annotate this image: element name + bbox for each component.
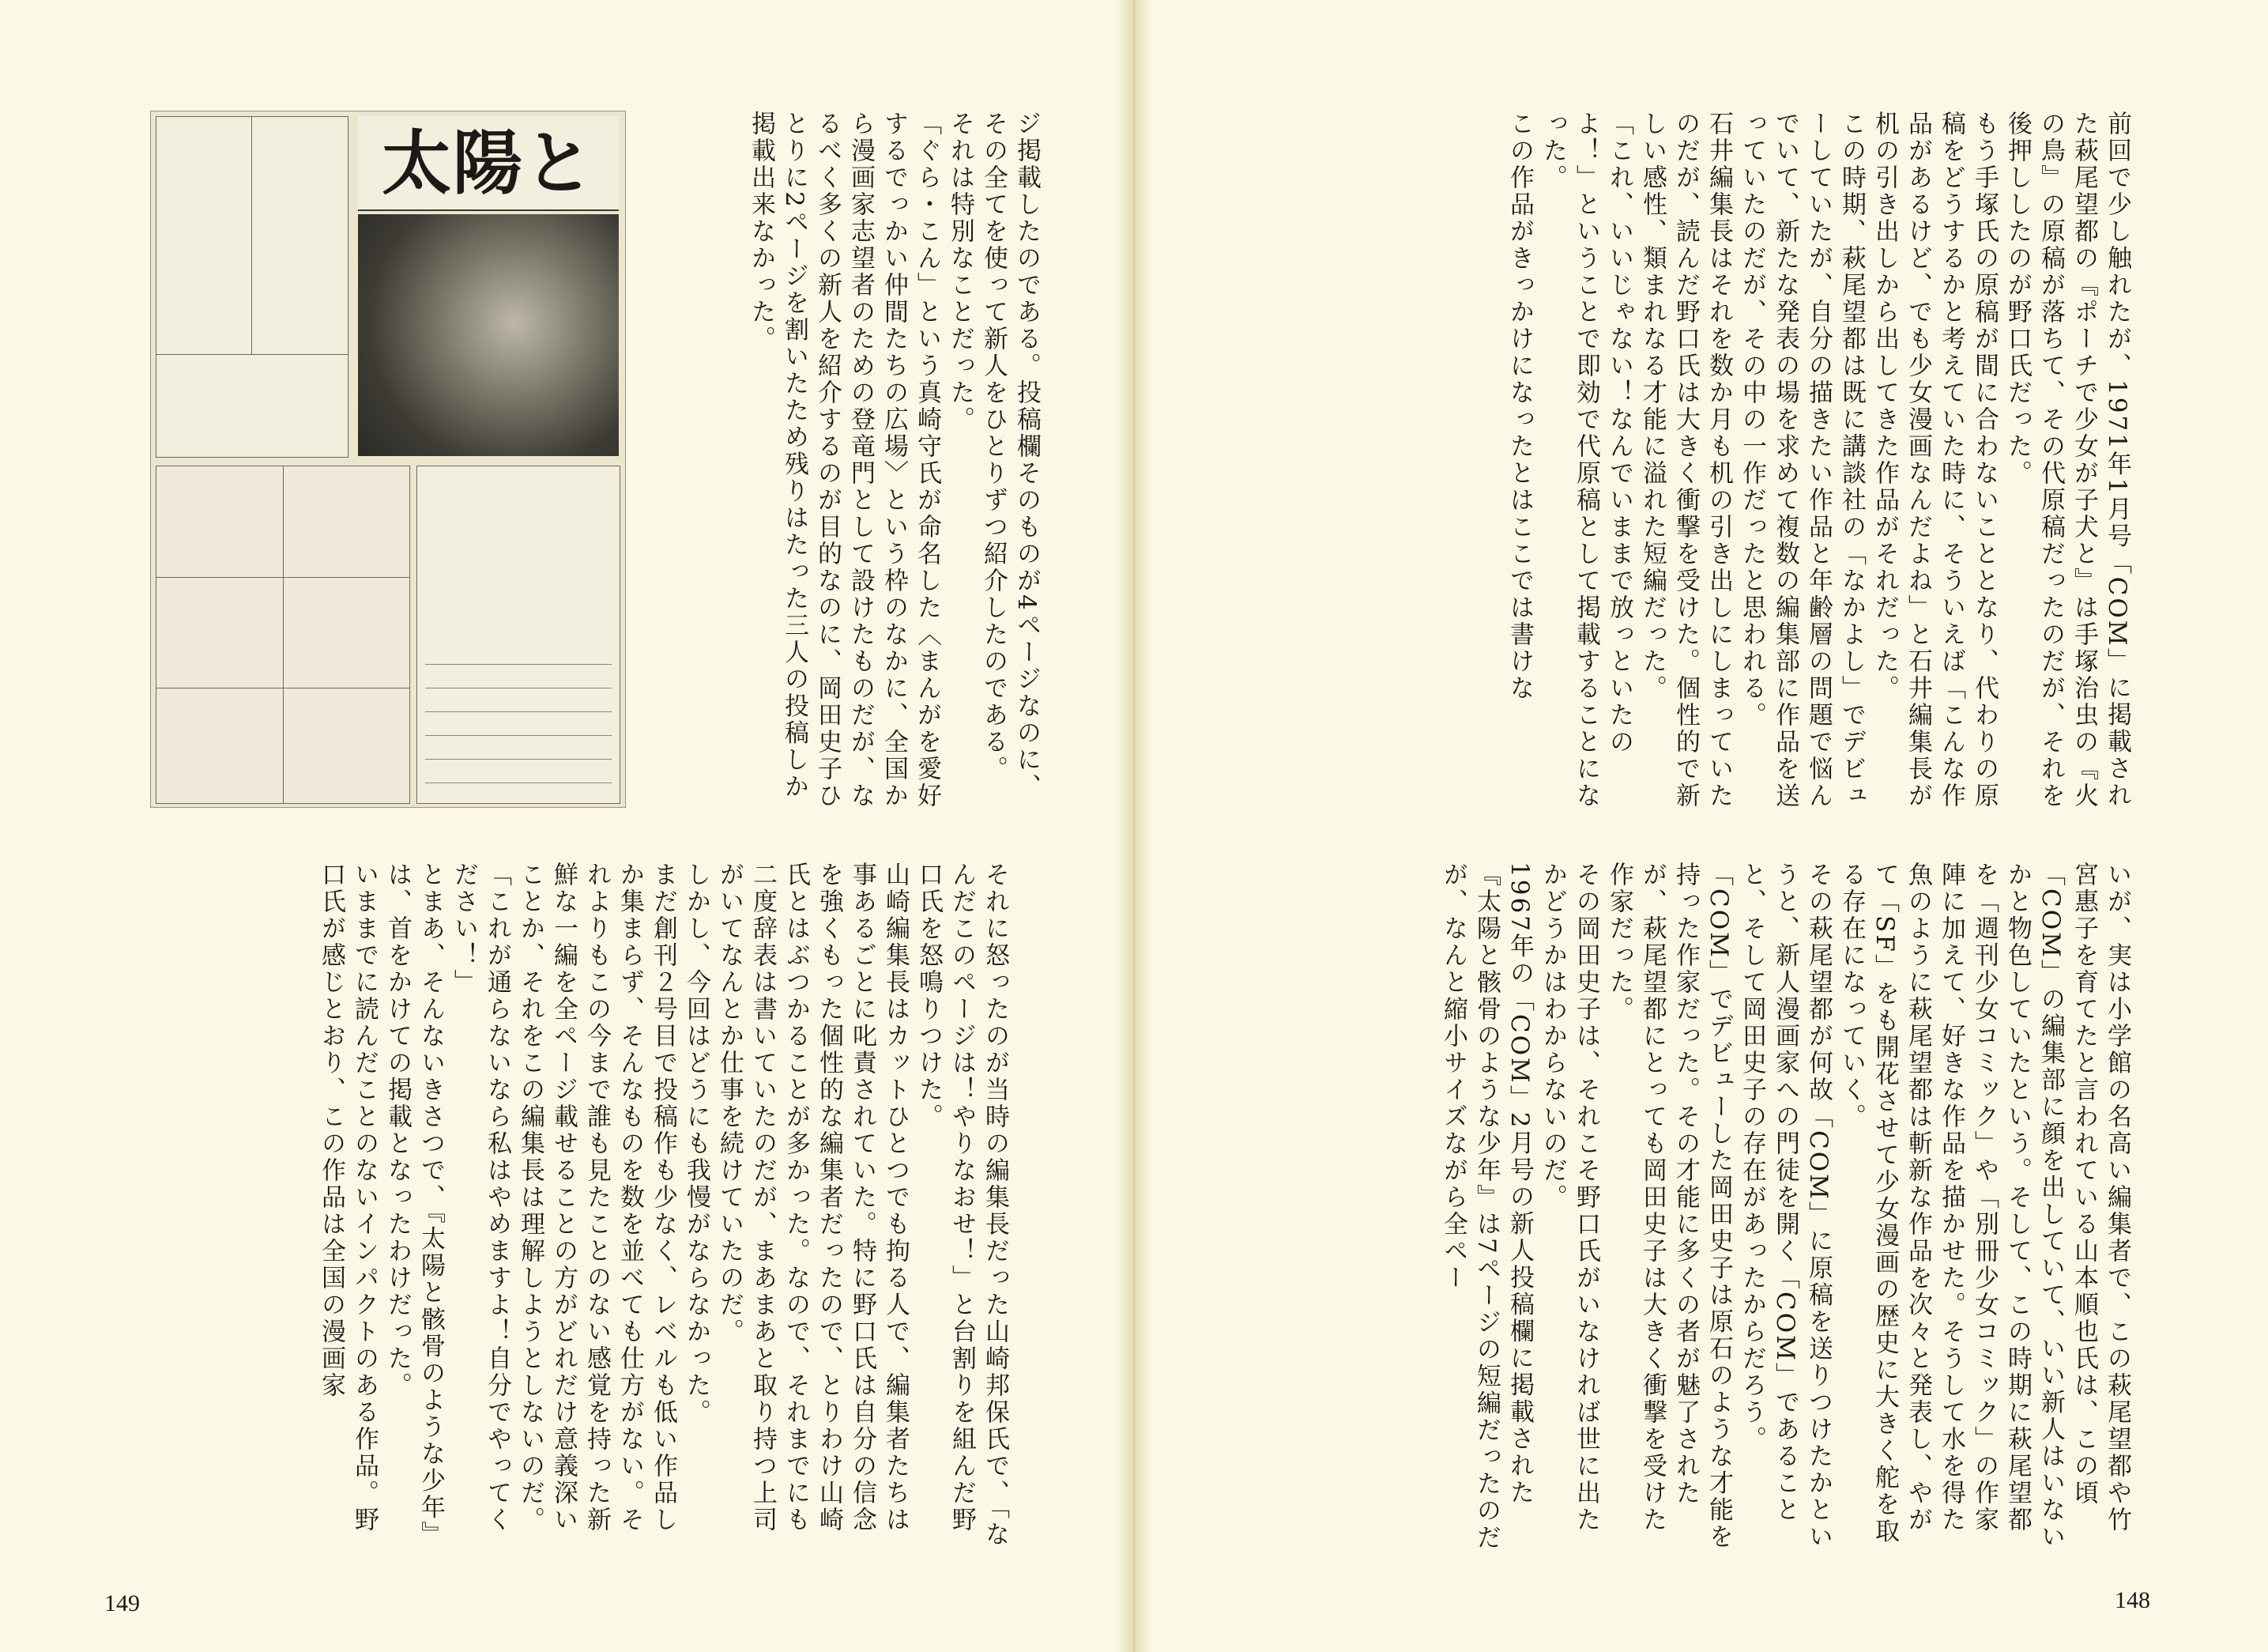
paragraph: それは特別なことだった。 bbox=[946, 111, 974, 433]
paragraph: 「ぐら・こん」という真崎守氏が命名した〈まんがを愛好するでっかい仲間たちの広場〉という枠のなかに、全国から漫画家志望者のための登竜門として設けたものだが、なるべく多くの新人を紹介するのが目的なのに、岡田史子ひとりに2ページを割いたため残りはたった三人の投稿しか掲載出来なかった。 bbox=[747, 111, 941, 809]
left-upper-text bbox=[656, 111, 1043, 814]
paragraph: 「これ、いいじゃない！なんでいままで放っといたのよ！」ということで即効で代原稿として掲載することになった。 bbox=[1539, 111, 1633, 809]
paragraph: 「COM」でデビューした岡田史子は原石のような才能を持った作家だった。その才能に多くの者が魅了されたが、萩尾望都にとっても岡田史子は大きく衝撃を受けた作家だった。 bbox=[1605, 862, 1733, 1551]
paragraph: 「これが通らないなら私はやめますよ！自分でやってください！」 bbox=[450, 862, 511, 1533]
left-lower-text bbox=[134, 862, 1012, 1557]
paragraph: 山崎編集長はカットひとつでも拘る人で、編集者たちは事あるごとに叱責されていた。特に野口氏は自分の信念を強くもった個性的な編集者だったので、とりわけ山崎氏とはぶつかることが多かった。なので、それまでにも二度辞表は書いていたのだが、まあまあと取り持つ上司がいてなんとか仕事を続けていたのだ。 bbox=[715, 862, 910, 1533]
figure-title: 太陽と bbox=[358, 116, 619, 211]
paragraph: その岡田史子は、それこそ野口氏がいなければ世に出たかどうかはわからないのだ。 bbox=[1539, 862, 1600, 1533]
right-page bbox=[1135, 0, 2268, 1652]
right-upper-text bbox=[1193, 111, 2134, 814]
page-number: 148 bbox=[2115, 1587, 2150, 1613]
left-page bbox=[0, 0, 1133, 1652]
paragraph: いままでに読んだことのないインパクトのある作品。野口氏が感じとおり、この作品は全国の漫画家 bbox=[317, 862, 379, 1533]
paragraph: まだ創刊２号目で投稿作も少なく、レベルも低い作品しか集まらず、そんなものを数を並べても仕方がない。それよりもこの今まで誰も見たことのない感覚を持った新鮮な一編を全ページ載せることの方がどれだけ意義深いことか、それをこの編集長は理解しようとしないのだ。 bbox=[516, 862, 677, 1533]
manga-figure bbox=[150, 111, 626, 808]
paragraph: それに怒ったのが当時の編集長だった山崎邦保氏で、「なんだこのページは！やりなおせ！」と台割りを組んだ野口氏を怒鳴りつけた。 bbox=[914, 862, 1009, 1548]
paragraph: 1967年の「COM」2月号の新人投稿欄に掲載された『太陽と骸骨のような少年』は7ページの短編だったのだが、なんと縮小サイズながら全ペー bbox=[1439, 862, 1534, 1552]
paragraph: 前回で少し触れたが、1971年1月号「COM」に掲載された萩尾望都の『ポーチで少女が子犬と』は手塚治虫の『火の鳥』の原稿が落ちて、その代原稿だったのだが、それを後押ししたのが野口氏だった。 bbox=[2003, 111, 2131, 809]
paragraph: その萩尾望都が何故「COM」に原稿を送りつけたかというと、新人漫画家への門徒を開く「COM」であることと、そして岡田史子の存在があったからだろう。 bbox=[1738, 862, 1833, 1551]
cover-image bbox=[358, 214, 619, 456]
manga-strip-image bbox=[156, 466, 410, 804]
paragraph: とまあ、そんないきさつで、『太陽と骸骨のような少年』は、首をかけての掲載となったわけだった。 bbox=[383, 862, 445, 1548]
page-number: 149 bbox=[104, 1590, 140, 1616]
paragraph: いが、実は小学館の名高い編集者で、この萩尾望都や竹宮惠子を育てたと言われている山本順也氏は、この頃「COM」の編集部に顔を出していて、いい新人はいないかと物色していたという。そして、この時期に萩尾望都を「週刊少女コミック」や「別冊少女コミック」の作家陣に加えて、好きな作品を描かせた。そうして水を得た魚のように萩尾望都は斬新な作品を次々と発表し、やがて「SF」をも開花させて少女漫画の歴史に大きく舵を取る存在になっていく。 bbox=[1837, 862, 2131, 1551]
paragraph: ジ掲載したのである。投稿欄そのものが4ページなのに、その全てを使って新人をひとりずつ紹介したのである。 bbox=[979, 111, 1041, 801]
paragraph: もう手塚氏の原稿が間に合わないこととなり、代わりの原稿をどうするかと考えていた時に、そういえば「こんな作品があるけど、でも少女漫画なんだよね」と石井編集長が机の引き出しから出してきた作品がそれだった。 bbox=[1871, 111, 1999, 809]
right-lower-text bbox=[1193, 862, 2134, 1557]
paragraph: この時期、萩尾望都は既に講談社の「なかよし」でデビューしていたが、自分の描きたい作品と年齢層の問題で悩んでいて、新たな発表の場を求めて複数の編集部に作品を送っていたのだが、その中の一作だったと思われる。 bbox=[1738, 111, 1866, 809]
score-sheet-image bbox=[416, 466, 620, 804]
book-gutter bbox=[1116, 0, 1152, 1652]
paragraph: 石井編集長はそれを数か月も机の引き出しにしまっていたのだが、読んだ野口氏は大きく衝撃を受けた。個性的で新しい感性、類まれなる才能に溢れた短編だった。 bbox=[1638, 111, 1733, 809]
manga-panel-image bbox=[156, 116, 348, 458]
paragraph: この作品がきっかけになったとはここでは書けな bbox=[1505, 111, 1534, 702]
paragraph: しかし、今回はどうにも我慢がならなかった。 bbox=[682, 862, 710, 1426]
